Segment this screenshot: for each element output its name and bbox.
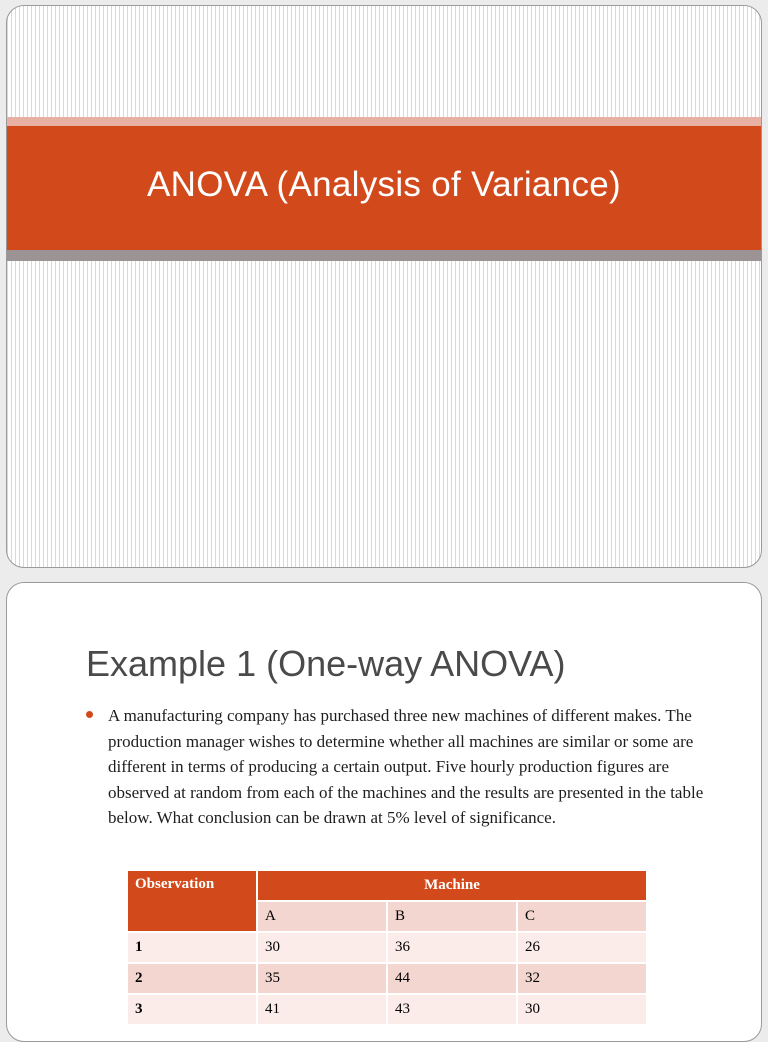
title-slide [6,5,762,568]
cell-c: 30 [517,994,647,1025]
cell-b: 44 [387,963,517,994]
title-band-top-stripe [7,117,761,126]
observation-table [128,871,648,1026]
header-observation: Observation [128,871,257,932]
slide-title: ANOVA (Analysis of Variance) [147,165,621,204]
table-row [128,994,647,1025]
table-row [128,932,647,963]
cell-b: 43 [387,994,517,1025]
cell-c: 26 [517,932,647,963]
title-band-bottom-stripe [7,250,761,261]
cell-a: 35 [257,963,387,994]
header-machine: Machine [257,871,647,901]
cell-observation: 1 [128,932,257,963]
cell-a: 30 [257,932,387,963]
title-band [7,126,761,250]
cell-b: 36 [387,932,517,963]
cell-observation: 3 [128,994,257,1025]
header-machine-c: C [517,901,647,932]
cell-c: 32 [517,963,647,994]
example-title: Example 1 (One-way ANOVA) [86,643,566,684]
table-header-row [128,871,647,901]
example-slide [6,582,762,1042]
cell-observation: 2 [128,963,257,994]
table-row [128,963,647,994]
bullet-dot-icon [86,711,93,718]
header-machine-a: A [257,901,387,932]
cell-a: 41 [257,994,387,1025]
bullet-text: A manufacturing company has purchased three new machines of different makes. The production manager wishes to determine whether all machines are similar or some are different in terms of producing a certain output. Five hourly production figures are observed at random from each of the machines and the results are presented in the table below. What conclusion can be drawn at 5% level of significance. [108,706,704,828]
bullet-item [83,703,723,831]
header-machine-b: B [387,901,517,932]
